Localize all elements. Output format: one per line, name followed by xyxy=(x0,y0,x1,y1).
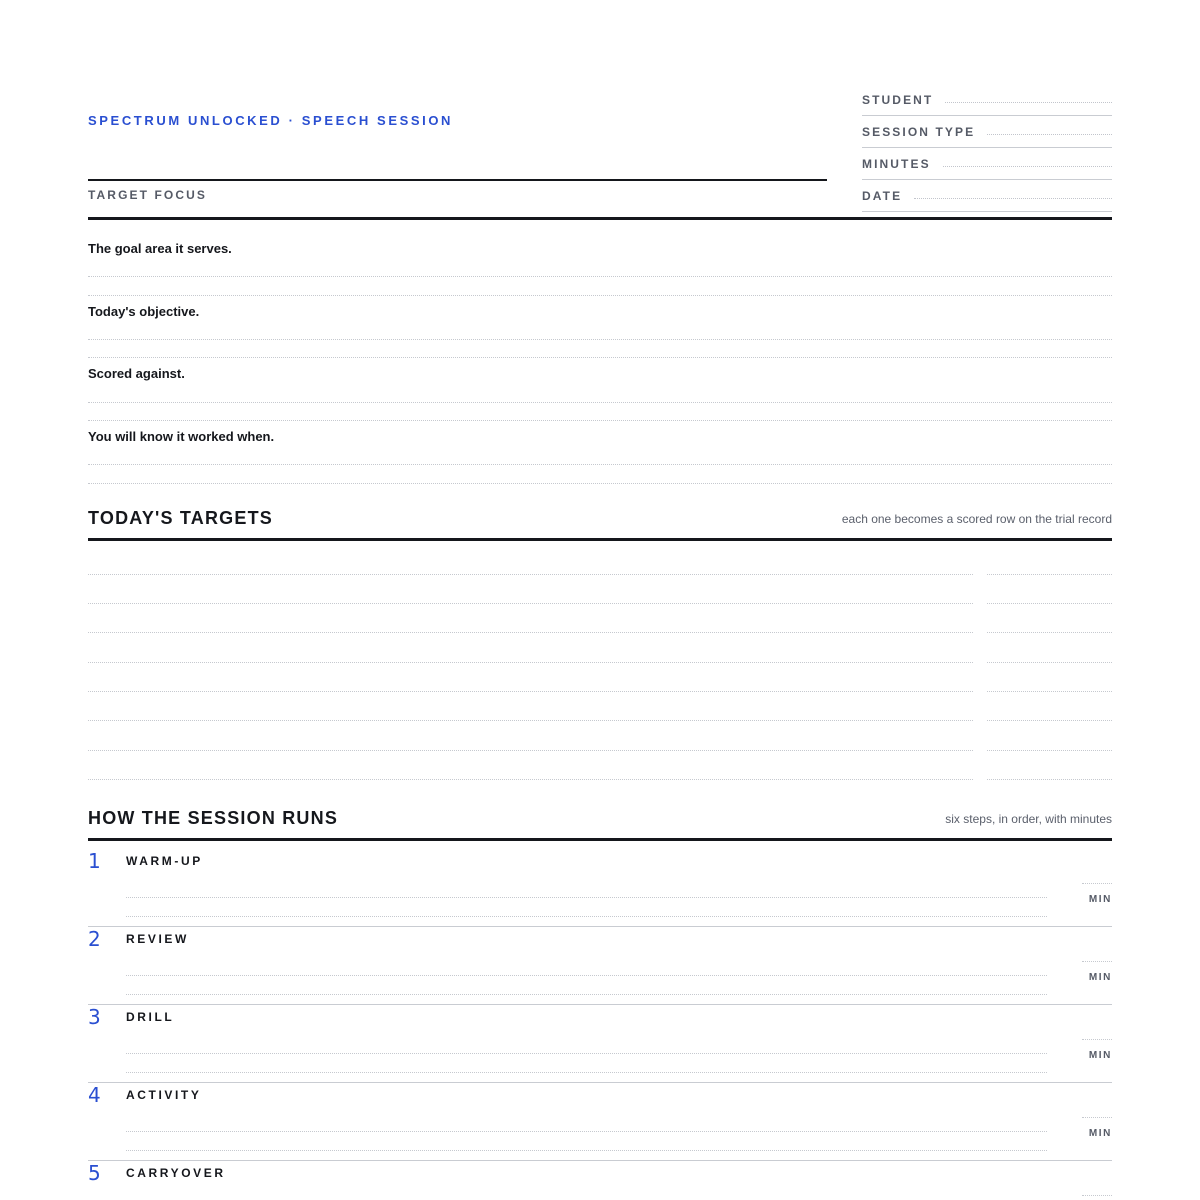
session-heading: HOW THE SESSION RUNS xyxy=(88,808,339,828)
target-line[interactable] xyxy=(88,691,973,692)
step-note-line[interactable] xyxy=(126,1072,1047,1073)
session-type-label: SESSION TYPE xyxy=(862,124,976,139)
objective-line[interactable] xyxy=(88,339,1112,340)
session-meta-fields xyxy=(862,84,1112,212)
scored-against-line[interactable] xyxy=(88,402,1112,403)
target-line[interactable] xyxy=(88,632,973,633)
step-review xyxy=(88,927,1112,1005)
step-minutes-blank[interactable] xyxy=(1082,1195,1112,1196)
step-note-line[interactable] xyxy=(126,1150,1047,1151)
step-label: ACTIVITY xyxy=(126,1088,202,1102)
step-note-line[interactable] xyxy=(126,994,1047,995)
success-line[interactable] xyxy=(88,483,1112,484)
targets-rule xyxy=(88,538,1112,541)
step-number: 2 xyxy=(88,927,101,951)
targets-note: each one becomes a scored row on the trial record xyxy=(841,512,1112,526)
date-blank[interactable] xyxy=(914,198,1112,199)
session-rule xyxy=(88,838,1112,841)
target-line[interactable] xyxy=(88,603,973,604)
step-minutes-blank[interactable] xyxy=(1082,1117,1112,1118)
step-minutes-blank[interactable] xyxy=(1082,883,1112,884)
goal-area-line[interactable] xyxy=(88,295,1112,296)
target-score-line[interactable] xyxy=(987,750,1112,751)
target-score-line[interactable] xyxy=(987,603,1112,604)
step-number: 1 xyxy=(88,849,101,873)
date-field[interactable] xyxy=(862,180,1112,212)
step-note-line[interactable] xyxy=(126,916,1047,917)
objective-prompt: Today's objective. xyxy=(88,304,200,319)
session-note: six steps, in order, with minutes xyxy=(945,812,1112,826)
step-label: WARM-UP xyxy=(126,854,203,868)
scored-against-line[interactable] xyxy=(88,420,1112,421)
minutes-field[interactable] xyxy=(862,148,1112,180)
target-score-line[interactable] xyxy=(987,720,1112,721)
target-score-line[interactable] xyxy=(987,574,1112,575)
step-activity xyxy=(88,1083,1112,1161)
goal-area-line[interactable] xyxy=(88,276,1112,277)
step-minutes-label: MIN xyxy=(1088,1128,1112,1139)
minutes-blank[interactable] xyxy=(943,166,1112,167)
step-label: DRILL xyxy=(126,1010,175,1024)
session-worksheet xyxy=(88,0,1112,1200)
student-field[interactable] xyxy=(862,84,1112,116)
step-minutes-label: MIN xyxy=(1088,894,1112,905)
targets-heading: TODAY'S TARGETS xyxy=(88,508,273,528)
session-type-blank[interactable] xyxy=(987,134,1112,135)
step-note-line[interactable] xyxy=(126,897,1047,898)
target-line[interactable] xyxy=(88,750,973,751)
header-rule xyxy=(88,179,827,181)
target-score-line[interactable] xyxy=(987,632,1112,633)
step-label: CARRYOVER xyxy=(126,1166,226,1180)
session-type-field[interactable] xyxy=(862,116,1112,148)
minutes-label: MINUTES xyxy=(862,156,931,171)
target-score-line[interactable] xyxy=(987,662,1112,663)
focus-section-rule xyxy=(88,217,1112,220)
target-line[interactable] xyxy=(88,662,973,663)
step-label: REVIEW xyxy=(126,932,189,946)
target-score-line[interactable] xyxy=(987,779,1112,780)
step-drill xyxy=(88,1005,1112,1083)
step-number: 4 xyxy=(88,1083,101,1107)
date-label: DATE xyxy=(862,188,903,203)
goal-area-prompt: The goal area it serves. xyxy=(88,241,232,256)
step-carryover xyxy=(88,1161,1112,1200)
step-warm-up xyxy=(88,849,1112,927)
step-note-line[interactable] xyxy=(126,1131,1047,1132)
success-prompt: You will know it worked when. xyxy=(88,429,275,444)
success-line[interactable] xyxy=(88,464,1112,465)
target-focus-label: TARGET FOCUS xyxy=(88,188,207,202)
target-score-line[interactable] xyxy=(987,691,1112,692)
step-minutes-blank[interactable] xyxy=(1082,961,1112,962)
step-note-line[interactable] xyxy=(126,975,1047,976)
objective-line[interactable] xyxy=(88,357,1112,358)
target-line[interactable] xyxy=(88,574,973,575)
step-minutes-label: MIN xyxy=(1088,972,1112,983)
target-line[interactable] xyxy=(88,720,973,721)
student-blank[interactable] xyxy=(945,102,1112,103)
step-number: 3 xyxy=(88,1005,101,1029)
student-label: STUDENT xyxy=(862,92,934,107)
scored-against-prompt: Scored against. xyxy=(88,366,185,381)
step-minutes-label: MIN xyxy=(1088,1050,1112,1061)
target-line[interactable] xyxy=(88,779,973,780)
step-note-line[interactable] xyxy=(126,1053,1047,1054)
step-minutes-blank[interactable] xyxy=(1082,1039,1112,1040)
step-number: 5 xyxy=(88,1161,101,1185)
brand-title: SPECTRUM UNLOCKED · SPEECH SESSION xyxy=(88,113,454,128)
